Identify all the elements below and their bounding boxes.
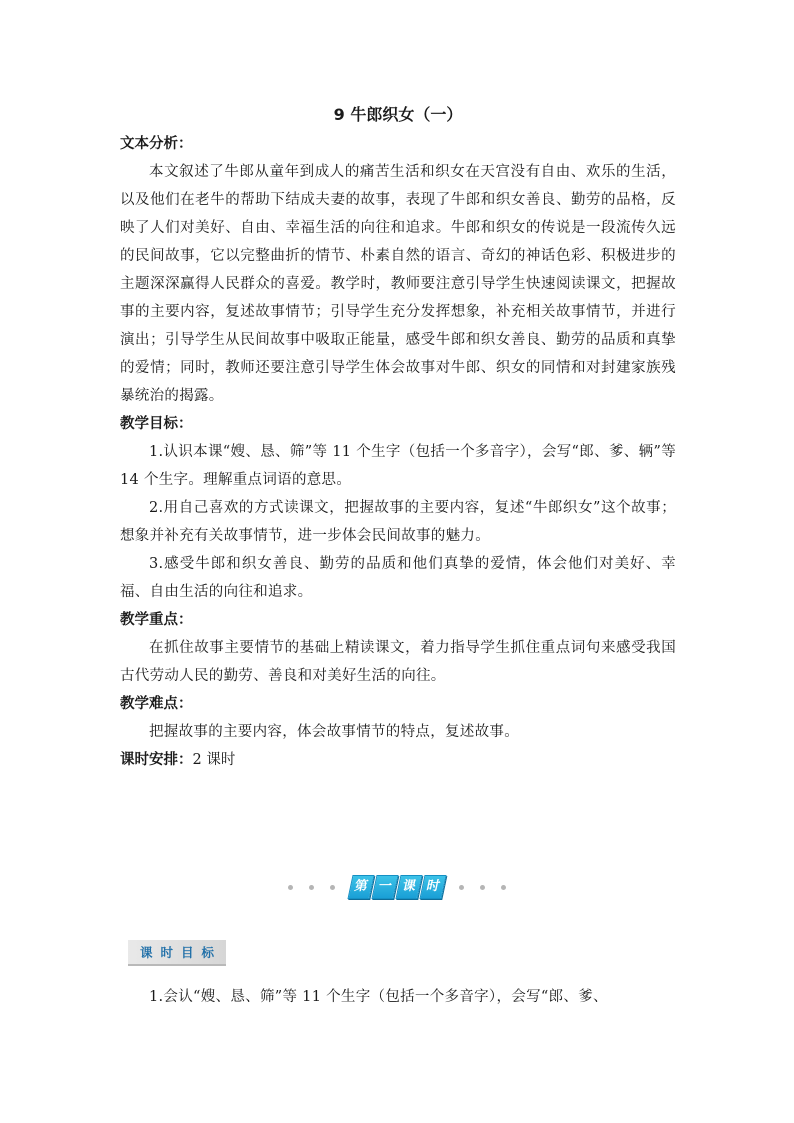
document-body — [120, 100, 676, 774]
difficult-points-paragraph: 把握故事的主要内容，体会故事情节的特点，复述故事。 — [149, 724, 519, 740]
divider-dot — [459, 885, 464, 890]
lesson-badge-char: 一 — [371, 875, 398, 899]
divider-dot — [480, 885, 485, 890]
lesson-badge-char: 课 — [395, 875, 422, 899]
schedule-label: 课时安排： — [120, 752, 193, 768]
teaching-goal-item: 3.感受牛郎和织女善良、勤劳的品质和他们真挚的爱情，体会他们对美好、幸福、自由生活的向往和追求。 — [120, 556, 676, 600]
schedule-value: 2 课时 — [192, 752, 236, 768]
lesson-badge — [349, 875, 445, 899]
lesson-goal-tag-char: 课 — [140, 945, 153, 960]
lesson-goal-tag-char: 标 — [201, 945, 215, 960]
lesson-badge-char: 第 — [347, 875, 374, 899]
divider-dot — [309, 885, 314, 890]
lesson-divider — [0, 872, 794, 902]
page-title: 9 牛郎织女（一） — [333, 105, 463, 124]
key-points-paragraph: 在抓住故事主要情节的基础上精读课文，着力指导学生抓住重点词句来感受我国古代劳动人民的勤劳、善良和对美好生活的向往。 — [120, 640, 676, 684]
teaching-goal-item: 2.用自己喜欢的方式读课文，把握故事的主要内容，复述“牛郎织女”这个故事；想象并补充有关故事情节，进一步体会民间故事的魅力。 — [120, 500, 676, 544]
lesson-goal-tag-char: 时 — [160, 945, 174, 960]
difficult-points-heading: 教学难点： — [120, 696, 193, 712]
lesson-goal-tag-char: 目 — [181, 945, 194, 960]
teaching-goals-heading: 教学目标： — [120, 416, 193, 432]
divider-dot — [288, 885, 293, 890]
divider-dot — [330, 885, 335, 890]
schedule-row — [120, 746, 676, 774]
text-analysis-paragraph: 本文叙述了牛郎从童年到成人的痛苦生活和织女在天宫没有自由、欢乐的生活，以及他们在老牛的帮助下结成夫妻的故事，表现了牛郎和织女善良、勤劳的品格，反映了人们对美好、自由、幸福生活的向往和追求。牛郎和织女的传说是一段流传久远的民间故事，它以完整曲折的情节、朴素自然的语言、奇幻的神话色彩、积极进步的主题深深赢得人民群众的喜爱。教学时，教师要注意引导学生快速阅读课文，把握故事的主要内容，复述故事情节；引导学生充分发挥想象，补充相关故事情节，并进行演出；引导学生从民间故事中吸取正能量，感受牛郎和织女善良、勤劳的品质和真挚的爱情；同时，教师还要注意引导学生体会故事对牛郎、织女的同情和对封建家族残暴统治的揭露。 — [120, 164, 676, 404]
divider-dot — [501, 885, 506, 890]
text-analysis-heading: 文本分析： — [120, 136, 193, 152]
teaching-goal-item: 1.认识本课“嫂、恳、筛”等 11 个生字（包括一个多音字），会写“郎、爹、辆”等 14 个生字。理解重点词语的意思。 — [120, 444, 676, 488]
lesson-goal-text: 1.会认“嫂、恳、筛”等 11 个生字（包括一个多音字），会写“郎、爹、 — [149, 989, 608, 1005]
key-points-heading: 教学重点： — [120, 612, 193, 628]
lesson-badge-char: 时 — [419, 875, 446, 899]
lesson-goal-tag — [128, 940, 226, 966]
